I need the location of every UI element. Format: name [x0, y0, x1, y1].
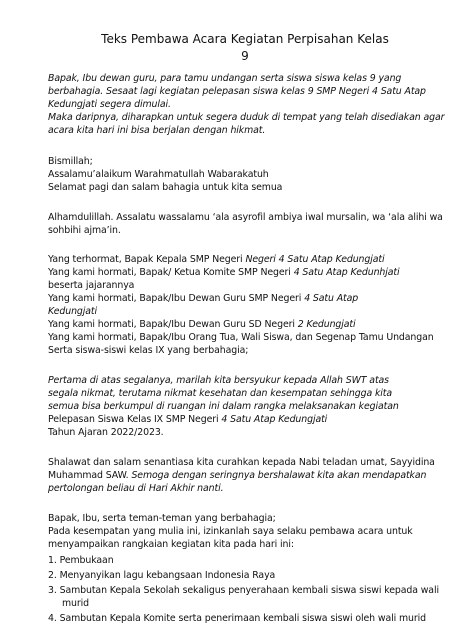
closing-line: Bapak, Ibu, serta teman-teman yang berbahagia;: [48, 513, 276, 524]
greeting-line: [48, 266, 399, 279]
gratitude-line: [48, 413, 327, 426]
title-line-2: 9: [241, 49, 249, 63]
greeting-line: [48, 279, 134, 292]
greeting-plain: Yang kami hormati, Bapak/Ibu Dewan Guru SMP Negeri: [48, 293, 305, 304]
greeting-italic: Negeri 4 Satu Atap Kedungjati: [245, 254, 385, 265]
gratitude-italic: 4 Satu Atap Kedungjati: [221, 414, 328, 425]
gratitude-line: [48, 374, 389, 387]
agenda-item: 3. Sambutan Kepala Sekolah sekaligus penyerahaan kembali siswa siswi kepada wali: [48, 585, 439, 596]
greeting-plain: Yang kami hormati, Bapak/Ibu Orang Tua, Wali Siswa, dan Segenap Tamu Undangan: [48, 332, 434, 343]
gratitude-plain: Tahun Ajaran 2022/2023.: [48, 427, 164, 438]
gratitude-italic: segala nikmat, terutama nikmat kesehatan dan kesempatan sehingga kita: [48, 388, 393, 399]
greeting-italic: 4 Satu Atap Kedunhjati: [293, 267, 400, 278]
greeting-line: [48, 292, 358, 305]
greeting-line: [48, 331, 434, 344]
greeting-plain: beserta jajarannya: [48, 280, 135, 291]
intro-line: Bapak, Ibu dewan guru, para tamu undangan serta siswa siswa kelas 9 yang: [48, 73, 402, 84]
opening-line: Selamat pagi dan salam bahagia untuk kita semua: [48, 182, 283, 193]
hamdalah-line: Alhamdulillah. Assalatu wassalamu ‘ala asyrofil ambiya iwal mursalin, wa ‘ala alihi wa: [48, 212, 443, 223]
shalawat-italic: Semoga dengan seringnya bershalawat kita akan mendapatkan: [131, 470, 427, 481]
intro-line: Kedungjati segera dimulai.: [48, 99, 171, 110]
greeting-line: [48, 318, 356, 331]
opening-line: Bismillah;: [48, 156, 93, 167]
gratitude-line: [48, 426, 164, 439]
greeting-italic: 2 Kedungjati: [297, 319, 356, 330]
opening-line: Assalamu’alaikum Warahmatullah Wabarakatuh: [48, 169, 269, 180]
intro-line: acara kita hari ini bisa berjalan dengan hikmat.: [48, 125, 266, 136]
agenda-item-continuation: murid: [62, 598, 89, 609]
greeting-italic: 4 Satu Atap: [304, 293, 359, 304]
gratitude-plain: Pelepasan Siswa Kelas IX SMP Negeri: [48, 414, 222, 425]
agenda-item: 1. Pembukaan: [48, 555, 114, 566]
greeting-plain: Yang terhormat, Bapak Kepala SMP Negeri: [48, 254, 246, 265]
agenda-item: 4. Sambutan Kepala Komite serta penerimaan kembali siswa siswi oleh wali murid: [48, 613, 426, 624]
greeting-italic: Kedungjati: [48, 306, 97, 317]
greeting-plain: Yang kami hormati, Bapak/Ibu Dewan Guru SD Negeri: [48, 319, 298, 330]
shalawat-line: [48, 456, 435, 469]
shalawat-plain: Shalawat dan salam senantiasa kita curahkan kepada Nabi teladan umat, Sayyidina: [48, 457, 435, 468]
greeting-line: [48, 305, 97, 318]
greeting-line: [48, 344, 248, 357]
document-title: [60, 31, 430, 65]
hamdalah-line: sohbihi ajma’in.: [48, 225, 121, 236]
greeting-plain: Yang kami hormati, Bapak/ Ketua Komite SMP Negeri: [48, 267, 294, 278]
intro-line: berbahagia. Sesaat lagi kegiatan pelepasan siswa kelas 9 SMP Negeri 4 Satu Atap: [48, 86, 426, 97]
shalawat-italic: pertolongan beliau di Hari Akhir nanti.: [48, 483, 224, 494]
gratitude-line: [48, 400, 399, 413]
gratitude-italic: Pertama di atas segalanya, marilah kita bersyukur kepada Allah SWT atas: [48, 375, 389, 386]
title-line-1: Teks Pembawa Acara Kegiatan Perpisahan Kelas: [101, 32, 389, 46]
greeting-line: [48, 253, 384, 266]
agenda-item: 2. Menyanyikan lagu kebangsaan Indonesia Raya: [48, 570, 276, 581]
gratitude-line: [48, 387, 392, 400]
closing-line: menyampaikan rangkaian kegiatan kita pada hari ini:: [48, 539, 294, 550]
shalawat-line: [48, 482, 223, 495]
gratitude-italic: semua bisa berkumpul di ruangan ini dalam rangka melaksanakan kegiatan: [48, 401, 399, 412]
closing-line: Pada kesempatan yang mulia ini, izinkanlah saya selaku pembawa acara untuk: [48, 526, 413, 537]
shalawat-line: [48, 469, 426, 482]
greeting-plain: Serta siswa-siswi kelas IX yang berbahagia;: [48, 345, 249, 356]
shalawat-plain: Muhammad SAW.: [48, 470, 132, 481]
intro-line: Maka daripnya, diharapkan untuk segera duduk di tempat yang telah disediakan agar: [48, 112, 445, 123]
